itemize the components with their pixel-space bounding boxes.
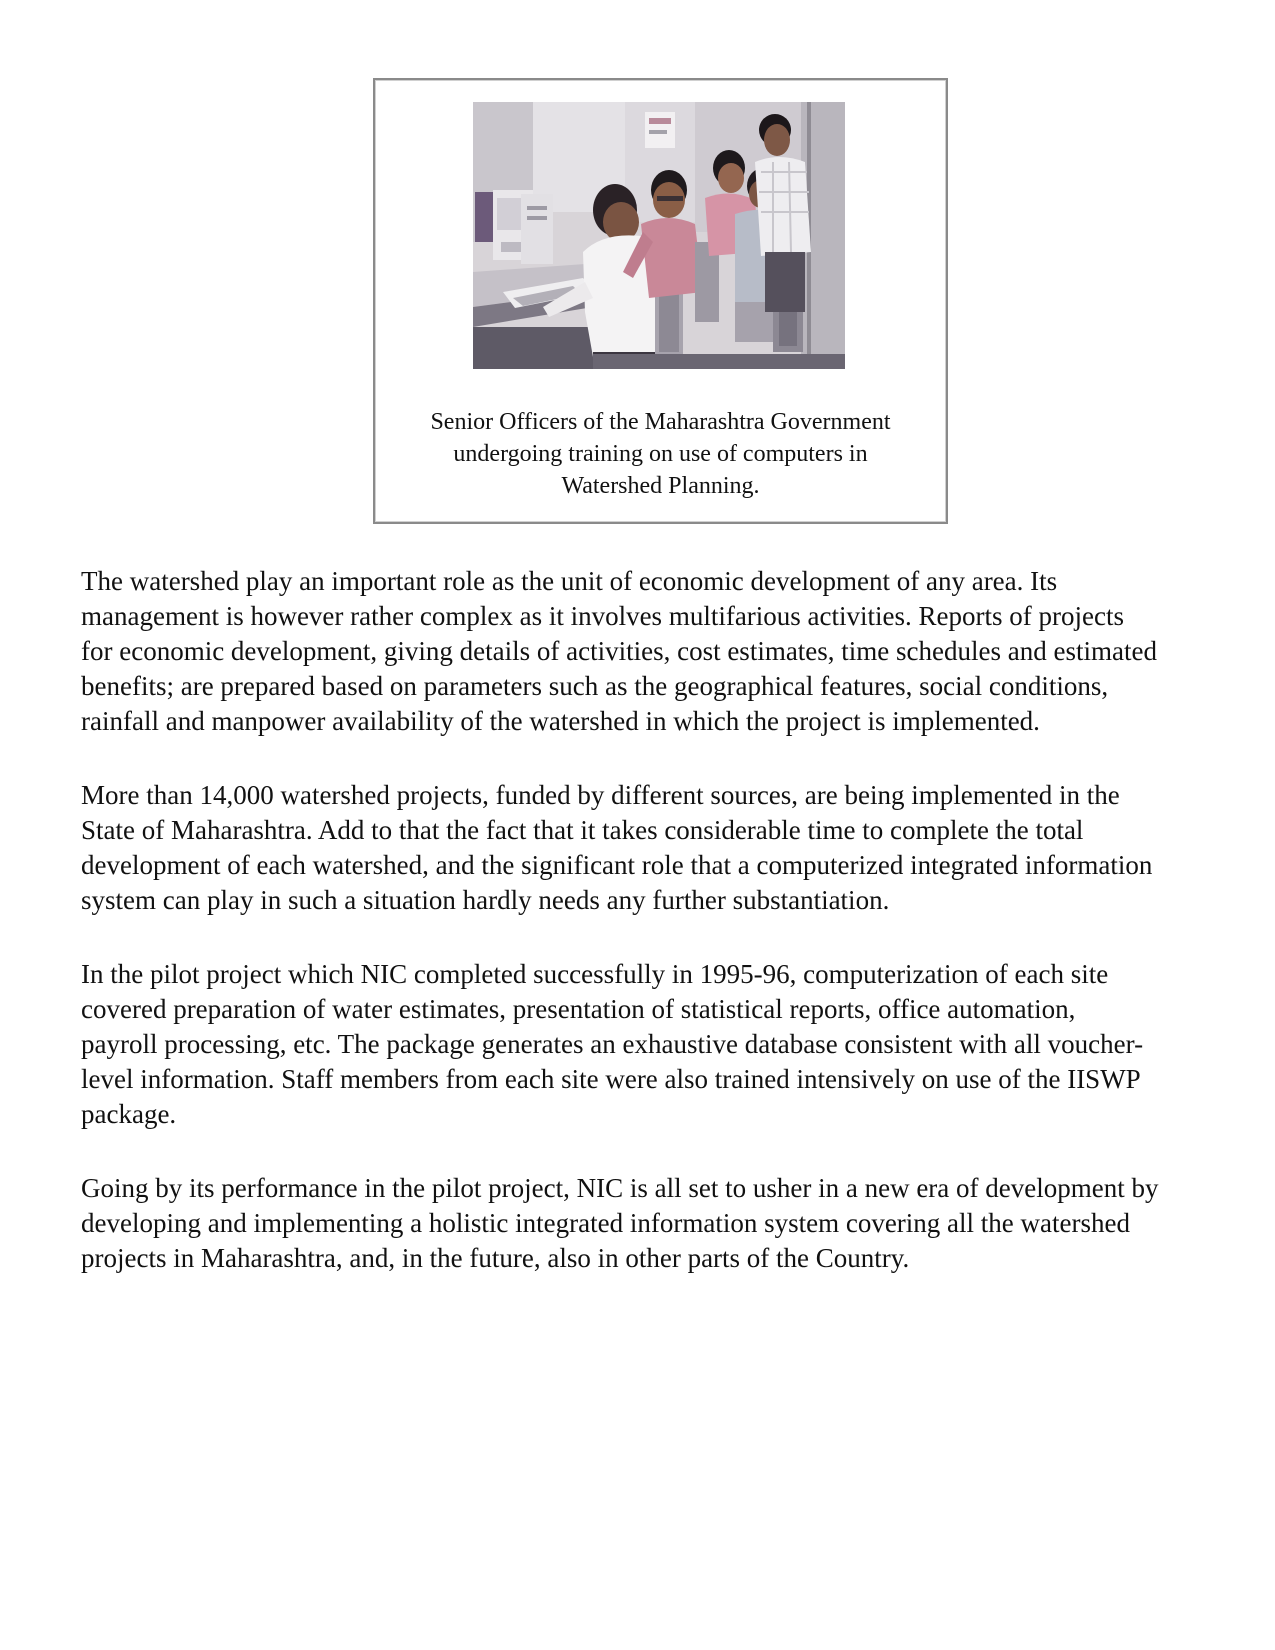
text-line: package.	[81, 1099, 177, 1129]
text-line: More than 14,000 watershed projects, funded by different sources, are being implemented in the	[81, 780, 1120, 810]
photo-caption	[385, 406, 936, 502]
text-line: level information. Staff members from each site were also trained intensively on use of the IISWP	[81, 1064, 1141, 1094]
photo-figure	[373, 78, 948, 524]
body-text	[81, 564, 1251, 1315]
paragraph-watershed-role	[81, 564, 1251, 739]
text-line: payroll processing, etc. The package generates an exhaustive database consistent with all voucher-	[81, 1029, 1144, 1059]
paragraph-projects-count	[81, 778, 1251, 918]
training-photo-illustration	[473, 102, 845, 369]
text-line: system can play in such a situation hardly needs any further substantiation.	[81, 885, 890, 915]
text-line: for economic development, giving details of activities, cost estimates, time schedules and estimated	[81, 636, 1157, 666]
paragraph-future-plans	[81, 1171, 1251, 1276]
text-line: rainfall and manpower availability of the watershed in which the project is implemented.	[81, 706, 1040, 736]
text-line: projects in Maharashtra, and, in the future, also in other parts of the Country.	[81, 1243, 910, 1273]
text-line: development of each watershed, and the significant role that a computerized integrated information	[81, 850, 1153, 880]
caption-line: undergoing training on use of computers in	[453, 441, 868, 467]
text-line: In the pilot project which NIC completed successfully in 1995-96, computerization of each site	[81, 959, 1109, 989]
text-line: The watershed play an important role as the unit of economic development of any area. Its	[81, 566, 1058, 596]
caption-line: Senior Officers of the Maharashtra Government	[430, 409, 891, 435]
text-line: benefits; are prepared based on parameters such as the geographical features, social conditions,	[81, 671, 1109, 701]
caption-line: Watershed Planning.	[561, 473, 760, 499]
training-photo	[473, 102, 845, 369]
text-line: covered preparation of water estimates, presentation of statistical reports, office automation,	[81, 994, 1076, 1024]
text-line: State of Maharashtra. Add to that the fact that it takes considerable time to complete the total	[81, 815, 1084, 845]
text-line: Going by its performance in the pilot project, NIC is all set to usher in a new era of development by	[81, 1173, 1159, 1203]
text-line: developing and implementing a holistic integrated information system covering all the watershed	[81, 1208, 1130, 1238]
text-line: management is however rather complex as it involves multifarious activities. Reports of projects	[81, 601, 1124, 631]
paragraph-pilot-project	[81, 957, 1251, 1132]
